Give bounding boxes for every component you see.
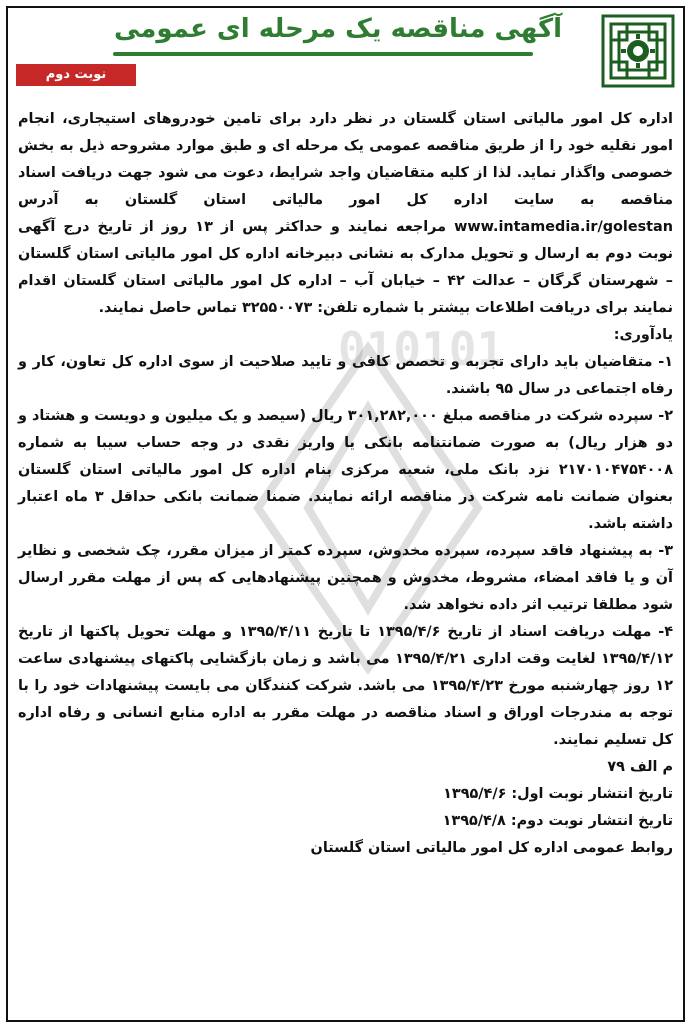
watermark-number: 010101 [338, 322, 505, 376]
tax-emblem-icon [601, 14, 675, 88]
second-publication-badge: نوبت دوم [16, 64, 136, 86]
notice-body [18, 106, 673, 862]
notice-title: آگهی مناقصه یک مرحله ای عمومی [113, 14, 563, 44]
second-publication-date: تاریخ انتشار نوبت دوم: ۱۳۹۵/۴/۸ [442, 813, 673, 829]
reminder-item-4: ۴- مهلت دریافت اسناد از تاریخ ۱۳۹۵/۴/۶ تا تاریخ ۱۳۹۵/۴/۱۱ و مهلت تحویل پاکتها از تاریخ ۱۳۹۵/۴/۱۲ لغایت وقت اداری ۱۳۹۵/۴/۲۱ می باشد و زمان بازگشایی پاکتهای پیشنهادی ساعت ۱۲ روز چهارشنبه مورخ ۱۳۹۵/۴/۲۳ می باشد. شرکت کنندگان می بایست پیشنهادات خود را با توجه به مندرجات اوراق و اسناد مناقصه در مهلت مقرر به اداره منابع انسانی و رفاه اداره کل تسلیم نمایند. [18, 624, 674, 748]
reminder-item-1: ۱- متقاضیان باید دارای تجربه و تخصص کافی و تایید صلاحیت از سوی اداره کل تعاون، کار و رفاه اجتماعی در سال ۹۵ باشند. [18, 354, 673, 397]
tender-notice [6, 6, 685, 1022]
intro-text-start: اداره کل امور مالیاتی استان گلستان در نظر دارد برای تامین خودروهای استیجاری، انجام امور نقلیه خود را از طریق مناقصه عمومی یک مرحله ای و طبق موارد مشروحه ذیل به بخش خصوصی واگذار نماید. لذا از کلیه متقاضیان واجد شرایط، دعوت می شود جهت دریافت اسناد مناقصه به سایت اداره کل امور مالیاتی استان گلستان به آدرس [18, 111, 673, 208]
reminders-heading: یادآوری: [613, 327, 673, 343]
reminder-item-3: ۳- به پیشنهاد فاقد سپرده، سپرده مخدوش، سپرده کمتر از میزان مقرر، چک شخصی و نظایر آن و یا فاقد امضاء، مشروط، مخدوش و همچنین پیشنهادهایی که پس از مهلت مقرر ارسال شود مطلقا ترتیب اثر داده نخواهد شد. [18, 543, 673, 613]
title-underline [113, 52, 533, 56]
reminder-item-2: ۲- سپرده شرکت در مناقصه مبلغ ۳۰۱,۲۸۲,۰۰۰ ریال (سیصد و یک میلیون و دویست و هشتاد و دو هزار ریال) به صورت ضمانتنامه بانکی یا واریز نقدی در وجه حساب سیبا به شماره ۲۱۷۰۱۰۴۷۵۴۰۰۸ نزد بانک ملی، شعبه مرکزی بنام اداره کل امور مالیاتی استان گلستان بعنوان ضمانت نامه شرکت در مناقصه ارائه نمایند. ضمنا ضمانت بانکی حداقل ۳ ماه اعتبار داشته باشد. [18, 408, 673, 532]
first-publication-date: تاریخ انتشار نوبت اول: ۱۳۹۵/۴/۶ [443, 786, 673, 802]
website-link[interactable]: www.intamedia.ir/golestan [454, 219, 673, 235]
public-relations-signature: روابط عمومی اداره کل امور مالیاتی استان گلستان [310, 840, 673, 856]
notice-header [8, 8, 683, 88]
notice-code: م الف ۷۹ [607, 759, 673, 775]
intro-text-end: مراجعه نمایند و حداکثر پس از ۱۳ روز از تاریخ درج آگهی نوبت دوم به ارسال و تحویل مدارک به نشانی دبیرخانه اداره کل امور مالیاتی استان گلستان – شهرستان گرگان – عدالت ۴۲ – خیابان آب – اداره کل امور مالیاتی استان گلستان اقدام نمایند برای دریافت اطلاعات بیشتر با شماره تلفن: ۳۲۵۵۰۰۷۳ تماس حاصل نمایند. [18, 219, 673, 316]
intro-paragraph [18, 106, 673, 322]
